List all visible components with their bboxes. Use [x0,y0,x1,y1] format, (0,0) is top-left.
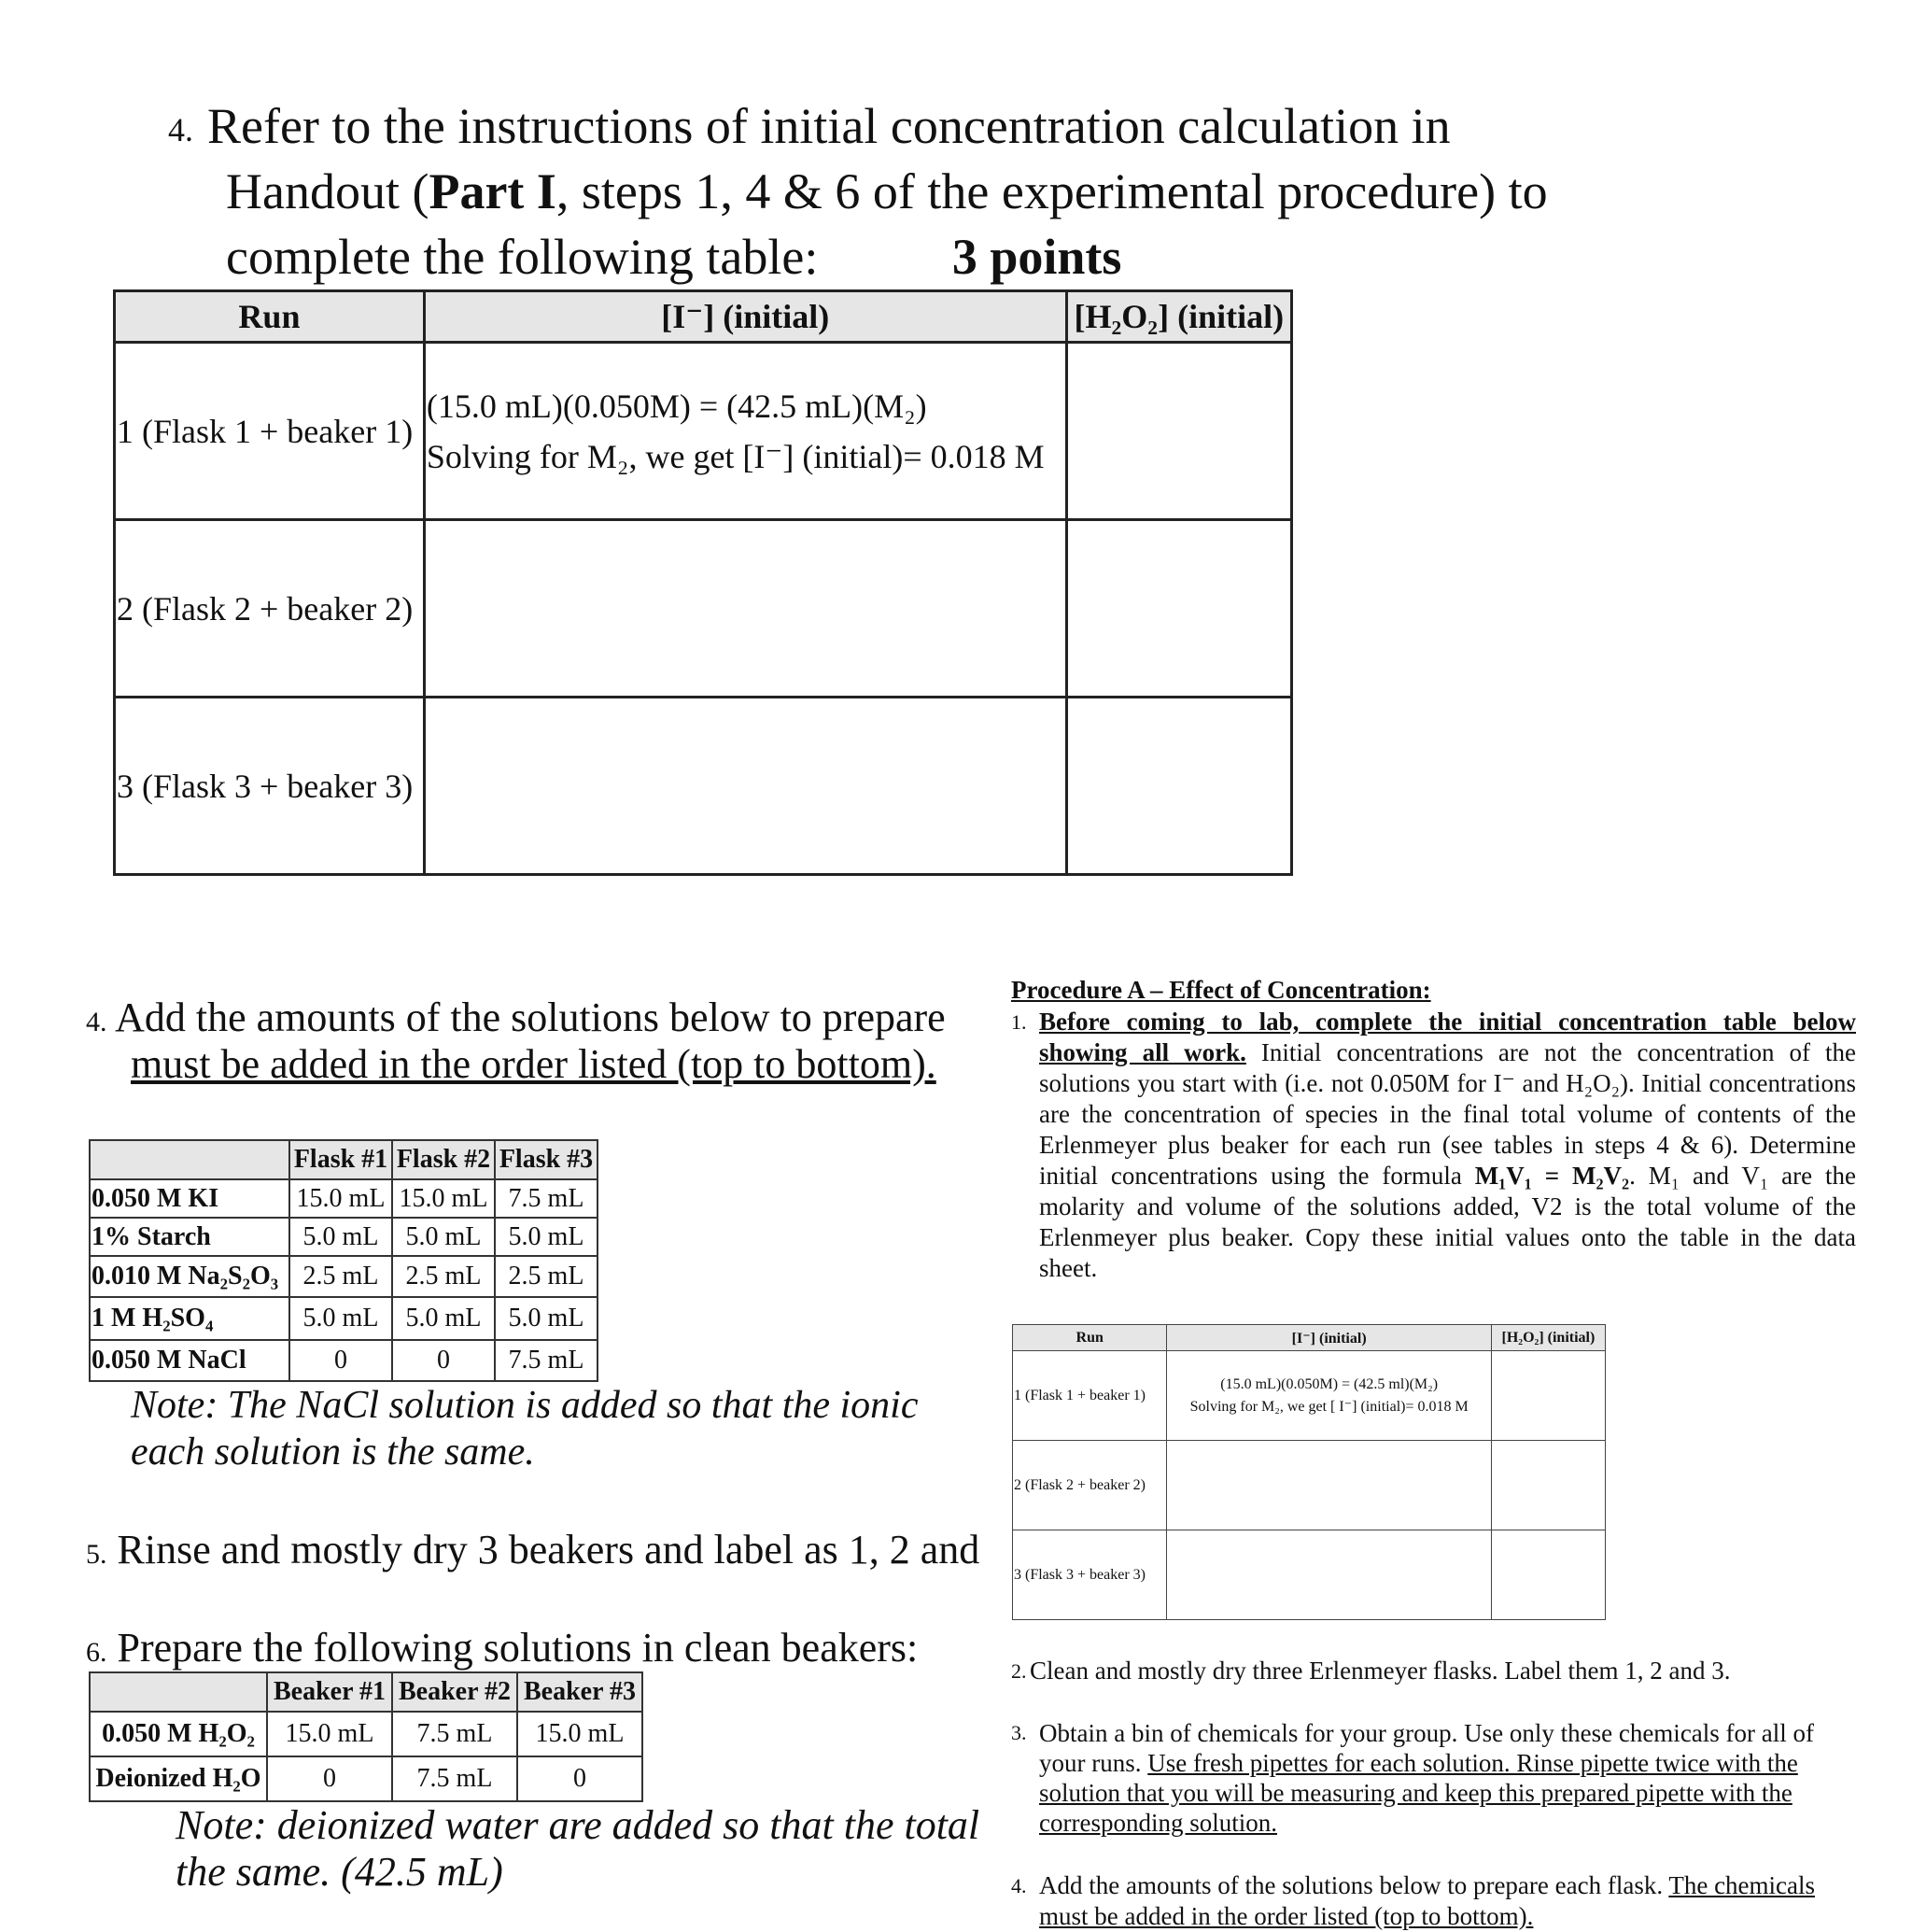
question-line-3: complete the following table: 3 points [226,229,1122,285]
table-header-row: Beaker #1 Beaker #2 Beaker #3 [90,1672,642,1712]
points-label: 3 points [951,229,1122,285]
question-4-heading [168,93,1755,289]
procedure-step-2: 2. Clean and mostly dry three Erlenmeyer flasks. Label them 1, 2 and 3. [1011,1657,1731,1685]
iodide-cell: (15.0 mL)(0.050M) = (42.5 mL)(M₂) Solving for M₂, we get [I⁻] (initial)= 0.018 M [424,343,1066,520]
nacl-note-line-2: each solution is the same. [131,1431,535,1474]
flask-table [89,1139,598,1382]
h2o2-cell[interactable] [1066,698,1291,875]
header-iodide: [I⁻] (initial) [424,291,1066,343]
table-row: 0.050 M H₂O₂ 15.0 mL 7.5 mL 15.0 mL [90,1712,642,1756]
nacl-note-line-1: Note: The NaCl solution is added so that the ionic [131,1384,919,1427]
table-header-row: Run [I⁻] (initial) [H₂O₂] (initial) [1013,1325,1606,1351]
h2o2-cell[interactable] [1066,343,1291,520]
iodide-cell[interactable] [424,520,1066,698]
h2o2-cell[interactable] [1066,520,1291,698]
table-row: 1 M H₂SO₄ 5.0 mL 5.0 mL 5.0 mL [90,1297,598,1340]
table-row [115,343,1292,520]
procedure-step-1: 1. Before coming to lab, complete the initial concentration table below showing all work. Initial concentrations are not the concentration of the solutions you start with (i.e. not 0.050M for I⁻ and H₂O₂). Initial concentrations are the concentration of species in the final total volume of contents of the Erlenmeyer plus beaker for each run (see tables in steps 4 & 6). Determine initial concentrations using the formula M₁V₁ = M₂V₂. M₁ and V₁ are the molarity and volume of the solutions added, V2 is the total volume of the Erlenmeyer plus beaker. Copy these initial values onto the table in the data sheet. [1011,1008,1857,1282]
procedure-step-4: 4. Add the amounts of the solutions below to prepare each flask. The chemicals must be added in the order listed (top to bottom). [1011,1871,1816,1930]
table-row: 2 (Flask 2 + beaker 2) [1013,1441,1606,1530]
procedure-step-3: 3. Obtain a bin of chemicals for your group. Use only these chemicals for all of your runs. Use fresh pipettes for each solution. Rinse pipette twice with the solution that you will be measuring and keep this prepared pipette with the corresponding solution. [1011,1719,1814,1837]
table-row: 1 (Flask 1 + beaker 1) (15.0 mL)(0.050M) = (42.5 ml)(M₂) Solving for M₂, we get [ I⁻] (initial)= 0.018 M [1013,1351,1606,1441]
table-row: Deionized H₂O 0 7.5 mL 0 [90,1756,642,1801]
table-row: 3 (Flask 3 + beaker 3) [1013,1530,1606,1620]
table-row: 1% Starch 5.0 mL 5.0 mL 5.0 mL [90,1218,598,1256]
header-run: Run [115,291,425,343]
header-h2o2: [H₂O₂] (initial) [1066,291,1291,343]
table-row [115,698,1292,875]
run-cell: 1 (Flask 1 + beaker 1) [115,343,425,520]
initial-concentration-table [113,289,1293,876]
left-step-6: 6. Prepare the following solutions in clean beakers: [86,1625,919,1671]
iodide-cell[interactable] [424,698,1066,875]
question-line-1: Refer to the instructions of initial concentration calculation in [207,98,1451,154]
question-line-2: Handout (Part I, steps 1, 4 & 6 of the experimental procedure) to [226,163,1548,219]
table-header-row [115,291,1292,343]
run-cell: 2 (Flask 2 + beaker 2) [115,520,425,698]
beaker-table [89,1671,643,1802]
procedure-a-title: Procedure A – Effect of Concentration: [1011,976,1431,1004]
table-header-row: Flask #1 Flask #2 Flask #3 [90,1140,598,1179]
procedure-concentration-table [1012,1324,1606,1620]
table-row: 0.050 M NaCl 0 0 7.5 mL [90,1340,598,1381]
left-step-4: 4. Add the amounts of the solutions below to prepare [86,994,946,1040]
table-row: 0.010 M Na₂S₂O₃ 2.5 mL 2.5 mL 2.5 mL [90,1256,598,1297]
run-cell: 3 (Flask 3 + beaker 3) [115,698,425,875]
table-row: 0.050 M KI 15.0 mL 15.0 mL 7.5 mL [90,1179,598,1218]
left-step-4-line-2: must be added in the order listed (top to bottom). [131,1041,936,1087]
water-note-line-1: Note: deionized water are added so that the total [176,1802,980,1848]
table-row [115,520,1292,698]
water-note-line-2: the same. (42.5 mL) [176,1849,503,1895]
left-step-5: 5. Rinse and mostly dry 3 beakers and label as 1, 2 and [86,1527,980,1572]
question-number: 4. [168,111,193,148]
